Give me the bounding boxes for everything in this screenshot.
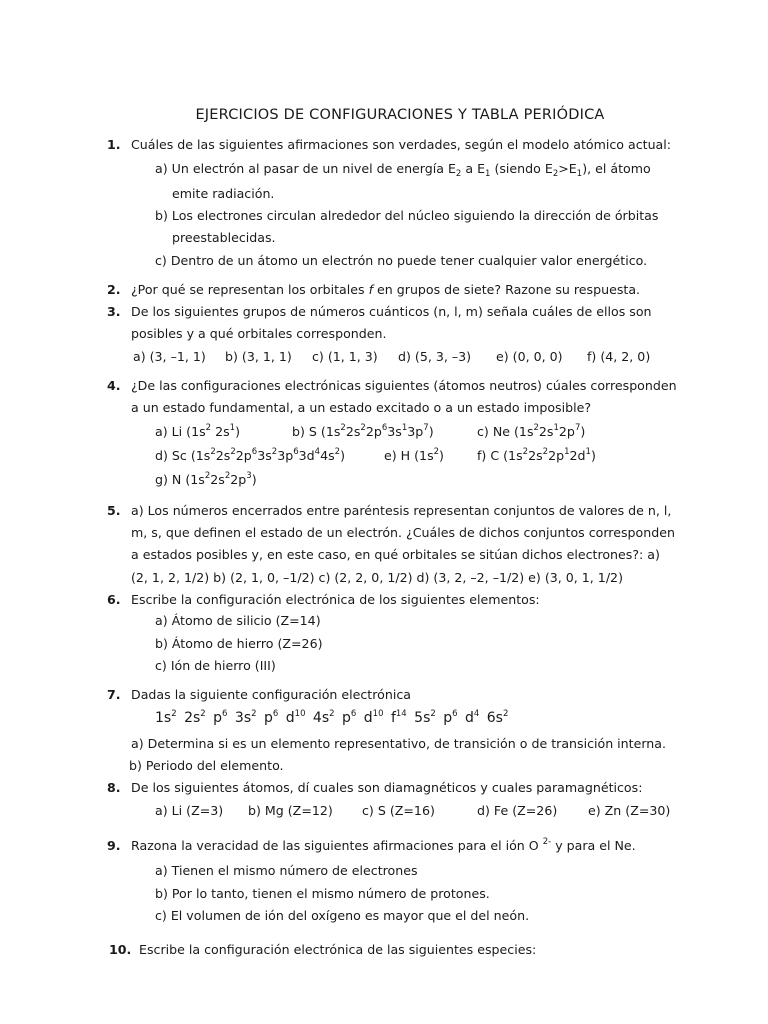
q1-option-b: b) Los electrones circulan alrededor del núcleo siguiendo la dirección de órbitas <box>155 208 659 223</box>
q10-text: Escribe la configuración electrónica de las siguientes especies: <box>139 942 537 957</box>
q7-text: Dadas la siguiente configuración electrónica <box>131 687 411 702</box>
page-title: EJERCICIOS DE CONFIGURACIONES Y TABLA PERIÓDICA <box>195 107 605 123</box>
q2-number: 2. <box>107 282 121 297</box>
q4-option-g: g) N $(1s^22s^22p^3)$ <box>155 471 257 487</box>
q7-configuration: $1s^2$ $2s^2$ $p^6$ $3s^2$ $p^6$ $d^{10}$ $4s^2$ $p^6$ $d^{10}$ $f^{14}$ $5s^2$ $p^6$ $d^4$ $6s^2$ <box>155 709 509 726</box>
q9-option-c: c) El volumen de ión del oxígeno es mayor que el del neón. <box>155 908 530 923</box>
q4-line2: a un estado fundamental, a un estado excitado o a un estado imposible? <box>131 400 592 415</box>
q8-option-b: b) Mg (Z=12) <box>248 803 333 818</box>
q8-option-e: e) Zn (Z=30) <box>588 803 671 818</box>
q4-option-a: a) Li ($1s^2$ $2s^1$) <box>155 423 240 439</box>
q6-text: Escribe la configuración electrónica de los siguientes elementos: <box>131 592 540 607</box>
q3-option-b: b) (3, 1, 1) <box>225 349 292 364</box>
q8-option-c: c) S (Z=16) <box>362 803 435 818</box>
q4-option-e: e) H $(1s^2)$ <box>384 447 444 463</box>
q6-number: 6. <box>107 592 121 607</box>
q3-option-d: d) (5, 3, –3) <box>398 349 472 364</box>
q4-number: 4. <box>107 378 121 393</box>
q4-option-d: d) Sc $(1s^22s^22p^63s^23p^63d^44s^2)$ <box>155 447 345 463</box>
q4-option-b: b) S $(1s^22s^22p^63s^13p^7)$ <box>292 423 434 439</box>
q7-option-b: b) Periodo del elemento. <box>129 758 284 773</box>
q3-option-f: f) (4, 2, 0) <box>587 349 651 364</box>
q1-option-c: c) Dentro de un átomo un electrón no puede tener cualquier valor energético. <box>155 253 648 268</box>
q1-option-b-cont: preestablecidas. <box>172 230 276 245</box>
q9-option-b: b) Por lo tanto, tienen el mismo número de protones. <box>155 886 490 901</box>
q6-option-c: c) Ión de hierro (III) <box>155 658 276 673</box>
q1-number: 1. <box>107 137 121 152</box>
q3-number: 3. <box>107 304 121 319</box>
q9-text: Razona la veracidad de las siguientes afirmaciones para el ión O $^{2-}$ y para el Ne. <box>131 837 636 853</box>
q3-option-c: c) (1, 1, 3) <box>312 349 378 364</box>
q9-option-a: a) Tienen el mismo número de electrones <box>155 863 418 878</box>
q8-number: 8. <box>107 780 121 795</box>
q5-line2: m, s, que definen el estado de un electrón. ¿Cuáles de dichos conjuntos corresponden <box>131 525 675 540</box>
q3-option-e: e) (0, 0, 0) <box>496 349 563 364</box>
q1-option-a-cont: emite radiación. <box>172 186 275 201</box>
q5-line4: (2, 1, 2, 1/2) b) (2, 1, 0, –1/2) c) (2, 2, 0, 1/2) d) (3, 2, –2, –1/2) e) (3, 0, 1, 1/2) <box>131 570 623 585</box>
q7-option-a: a) Determina si es un elemento representativo, de transición o de transición interna. <box>131 736 667 751</box>
q8-text: De los siguientes átomos, dí cuales son diamagnéticos y cuales paramagnéticos: <box>131 780 643 795</box>
q5-number: 5. <box>107 503 121 518</box>
q9-number: 9. <box>107 838 121 853</box>
q4-line1: ¿De las configuraciones electrónicas siguientes (átomos neutros) cúales corresponden <box>131 378 677 393</box>
q6-option-b: b) Átomo de hierro (Z=26) <box>155 636 323 651</box>
q7-number: 7. <box>107 687 121 702</box>
q5-line3: a estados posibles y, en este caso, en qué orbitales se sitúan dichos electrones?: a) <box>131 547 660 562</box>
q5-line1: a) Los números encerrados entre paréntesis representan conjuntos de valores de n, l, <box>131 503 672 518</box>
q8-option-d: d) Fe (Z=26) <box>477 803 558 818</box>
q8-option-a: a) Li (Z=3) <box>155 803 224 818</box>
q1-option-a: a) Un electrón al pasar de un nivel de energía $E_2$ a $E_1$ (siendo $E_2>E_1$), el átomo <box>155 161 651 179</box>
q2-text: ¿Por qué se representan los orbitales f en grupos de siete? Razone su respuesta. <box>131 282 641 297</box>
q4-option-f: f) C $(1s^22s^22p^12d^1)$ <box>477 447 596 463</box>
q3-option-a: a) (3, –1, 1) <box>133 349 206 364</box>
q4-option-c: c) Ne $(1s^22s^12p^7)$ <box>477 423 586 439</box>
q6-option-a: a) Átomo de silicio (Z=14) <box>155 613 321 628</box>
q1-text: Cuáles de las siguientes afirmaciones son verdades, según el modelo atómico actual: <box>131 137 672 152</box>
q10-number: 10. <box>109 942 132 957</box>
q3-line2: posibles y a qué orbitales corresponden. <box>131 326 387 341</box>
q3-line1: De los siguientes grupos de números cuánticos (n, l, m) señala cuáles de ellos son <box>131 304 652 319</box>
